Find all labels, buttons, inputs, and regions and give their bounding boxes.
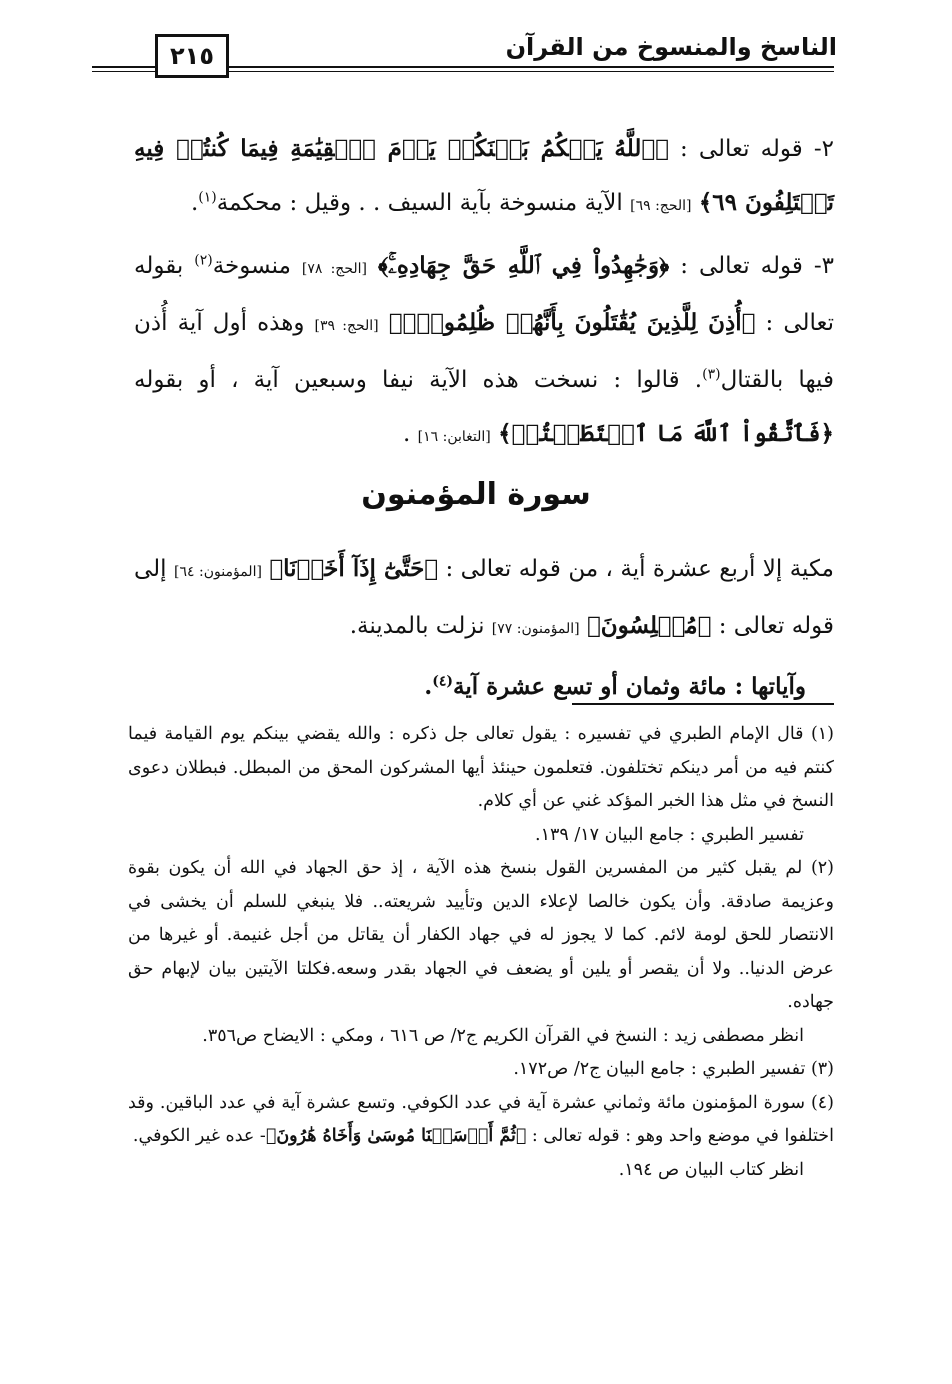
- running-header-title: الناسخ والمنسوخ من القرآن: [505, 33, 837, 61]
- item-lead: ٣- قوله تعالى :: [669, 253, 834, 279]
- paragraph-end: .: [424, 673, 433, 700]
- verse-reference: [المؤمنون: ٧٧]: [491, 621, 580, 637]
- verses-count-text: وآياتها : مائة وثمان أو تسع عشرة آية: [453, 673, 806, 700]
- footnote-separator: [572, 703, 834, 705]
- main-body: [134, 122, 834, 464]
- verse-reference: [الحج: ٣٩]: [314, 318, 379, 334]
- paragraph-text: منسوخة: [212, 253, 302, 279]
- footnotes: [128, 718, 834, 1187]
- paragraph-item-3: [134, 239, 834, 464]
- paragraph-item-2: [134, 122, 834, 233]
- paragraph-text: بقوله تعالى :: [134, 253, 834, 336]
- verse-reference: [الحج: ٦٩]: [630, 198, 692, 214]
- footnote-number: (٢): [810, 858, 834, 878]
- footnote-marker: (٢): [194, 252, 213, 269]
- paragraph-text: . قالوا : نسخت هذه الآية نيفا وسبعين آية ، أو بقوله: [134, 367, 703, 393]
- quran-verse: ﴿ثُمَّ أَرۡسَلۡنَا مُوسَىٰ وَأَخَاهُ هَٰرُونَ﴾: [265, 1126, 527, 1146]
- footnote-text: لم يقبل كثير من المفسرين القول بنسخ هذه الآية ، إذ حق الجهاد في الله أن يكون بقوة وعزيمة صادقة. وأن يكون خالصا لإعلاء الدين وتأييد شريعته.. فلا ينبغي للسلم أن يخشى في الانتصار للحق لومة لائم. كما لا يجوز له في جهاد الكفار أن يقاتل من أجل غنيمة. أو غيرها من عرض الدنيا.. ولا أن يقصر أو يلين أو يضعف في الجهاد بقدر وسعه.فكلتا الآيتين بيان لإبهام حق جهاده.: [128, 858, 834, 1012]
- footnote-2: [128, 852, 834, 1053]
- paragraph-text: مكية إلا أربع عشرة أية ، من قوله تعالى :: [438, 556, 834, 582]
- page-number: ٢١٥: [155, 34, 229, 78]
- footnote-text: تفسير الطبري : جامع البيان ج٢/ ص١٧٢.: [513, 1059, 811, 1079]
- paragraph-text: وهذه أول آية أُذن فيها بالقتال: [134, 310, 834, 393]
- verse-reference: [التغابن: ١٦]: [417, 429, 491, 445]
- footnote-text: سورة المؤمنون مائة وثماني عشرة آية في عدد الكوفي. وتسع عشرة آية في عدد الباقين. وقد اختلفوا في موضع واحد وهو : قوله تعالى :: [128, 1092, 834, 1146]
- quran-verse: ﴿حَتَّىٰٓ إِذَآ أَخَذۡنَا﴾: [269, 555, 439, 582]
- paragraph-text: الآية منسوخة بآية السيف . . وقيل : محكمة: [216, 190, 631, 216]
- footnote-marker: (١): [198, 189, 217, 206]
- verse-reference: [المؤمنون: ٦٤]: [173, 564, 262, 580]
- surah-intro: [134, 542, 834, 714]
- footnote-marker: (٣): [702, 366, 721, 383]
- verse-reference: [الحج: ٧٨]: [301, 261, 367, 277]
- footnote-marker: (٤): [432, 673, 453, 690]
- footnote-source: انظر كتاب البيان ص ١٩٤.: [618, 1159, 804, 1180]
- verses-count-paragraph: [134, 660, 834, 714]
- footnote-source: تفسير الطبري : جامع البيان ١٧/ ١٣٩.: [534, 824, 804, 845]
- quran-verse: ﴿فَٱتَّقُواْ ٱللَّهَ مَا ٱسۡتَطَعۡتُمۡ﴾: [498, 420, 834, 447]
- footnote-source: انظر مصطفى زيد : النسخ في القرآن الكريم ج٢/ ص ٦١٦ ، ومكي : الايضاح ص٣٥٦.: [202, 1025, 804, 1046]
- paragraph-end: .: [403, 421, 418, 447]
- quran-verse: ﴿مُبۡلِسُونَ﴾: [586, 612, 712, 639]
- footnote-number: (٤): [810, 1092, 834, 1113]
- quran-verse: ﴿وَجَٰهِدُواْ فِي ٱللَّهِ حَقَّ جِهَادِهِۦۚ﴾: [377, 252, 670, 279]
- quran-verse: ﴿أُذِنَ لِلَّذِينَ يُقَٰتَلُونَ بِأَنَّهُمۡ ظُلِمُواْۚ﴾: [388, 309, 756, 336]
- surah-intro-paragraph: [134, 542, 834, 656]
- footnote-text: قال الإمام الطبري في تفسيره : يقول تعالى جل ذكره : والله يقضي بينكم يوم القيامة فيما كنتم فيه من أمر دينكم تختلفون. فتعلمون حينئذ أيها المشركون المحق من المبطل. فبطلان دعوى النسخ في مثل هذا الخبر المؤكد غني عن أي كلام.: [128, 724, 834, 811]
- footnote-3: [128, 1053, 834, 1087]
- footnote-number: (١): [810, 724, 834, 744]
- item-lead: ٢- قوله تعالى :: [668, 136, 834, 162]
- footnote-text: - عده غير الكوفي.: [132, 1126, 266, 1146]
- surah-heading: سورة المؤمنون: [361, 477, 591, 512]
- paragraph-text: نزلت بالمدينة.: [349, 613, 492, 639]
- paragraph-text: إلى قوله تعالى :: [134, 556, 834, 639]
- footnote-4: [128, 1087, 834, 1188]
- quran-verse: ﴿ٱللَّهُ يَحۡكُمُ بَيۡنَكُمۡ يَوۡمَ ٱلۡقِيَٰمَةِ فِيمَا كُنتُمۡ فِيهِ تَخۡتَلِفُونَ ٦٩﴾: [134, 135, 834, 216]
- paragraph-end: .: [190, 190, 199, 216]
- footnote-1: [128, 718, 834, 852]
- footnote-number: (٣): [810, 1059, 834, 1079]
